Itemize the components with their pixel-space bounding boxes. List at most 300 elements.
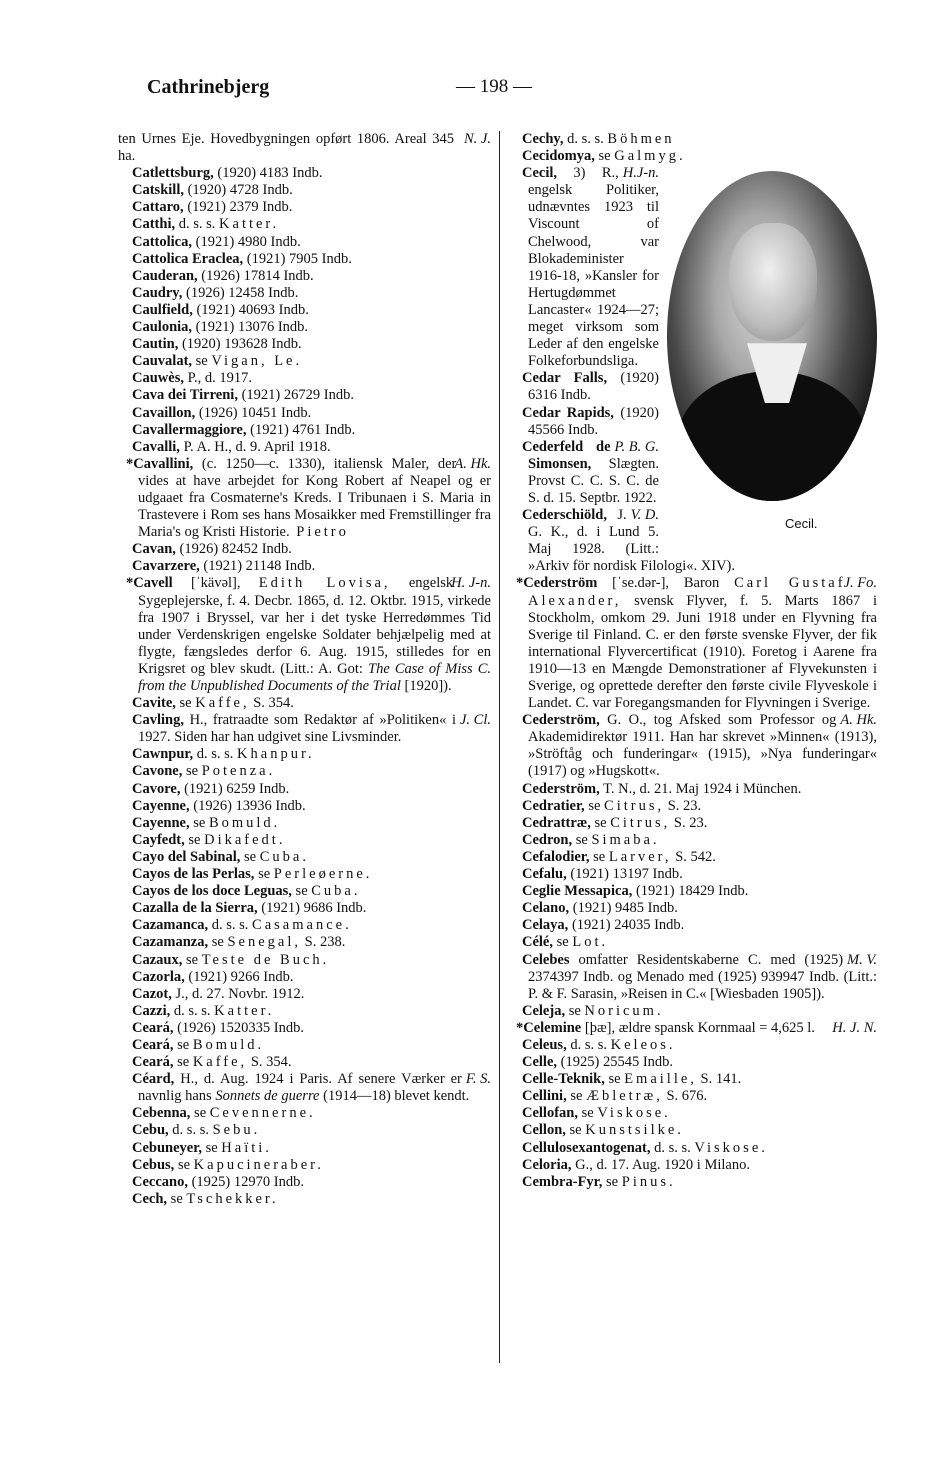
dictionary-entry — [118, 319, 491, 336]
entry-text: engelsk Sygeplejerske, f. 4. Decbr. 1865, d. 12. Oktbr. 1915, virkede fra 1907 i Bryssel, var her i det tyske Herredømmes Tid under Verdenskrigen engelske Soldater behjælpelig med at flygte, fængsledes derfor 6. Aug. 1915, stilledes for en Krigsret og blev skudt. (Litt.: A. Got: — [138, 575, 491, 677]
author-signature: H.J-n. — [622, 165, 659, 182]
entry-text: d. s. s. — [168, 1122, 213, 1139]
author-signature: P. B. G. — [614, 438, 659, 455]
spaced-name: Carl Gustaf Alexander, — [528, 575, 846, 609]
entry-text: (1921) 40693 Indb. — [192, 301, 309, 318]
entry-text: G., d. 17. Aug. 1920 i Milano. — [571, 1156, 750, 1173]
spaced-name: Kunstsilke. — [585, 1122, 684, 1139]
dictionary-entry — [118, 575, 491, 695]
dictionary-entry — [118, 456, 491, 541]
dictionary-entry — [118, 216, 491, 233]
entry-text: (1921) 26729 Indb. — [237, 387, 354, 404]
entry-headword: *Cavell — [126, 575, 173, 592]
entry-headword: Ceglie Messapica, — [522, 883, 633, 900]
entry-text: S. 542. — [671, 848, 716, 865]
dictionary-entry — [508, 131, 877, 148]
entry-text: se — [174, 1156, 194, 1173]
dictionary-entry — [118, 1157, 491, 1174]
dictionary-entry — [118, 370, 491, 387]
dictionary-entry — [118, 1105, 491, 1122]
spaced-name: Kaffe, — [195, 695, 250, 712]
entry-headword: Cecidomya, — [522, 148, 595, 165]
dictionary-entry — [508, 1105, 877, 1122]
entry-headword: Cattaro, — [132, 199, 184, 216]
dictionary-entry — [118, 986, 491, 1003]
author-signature: N. J. — [464, 131, 491, 147]
entry-headword: Célé, — [522, 934, 553, 951]
dictionary-entry — [508, 1071, 877, 1088]
italic-title: The Case of Miss C. from the Unpublished Documents of the Trial — [138, 660, 492, 694]
author-signature: H. J-n. — [451, 575, 491, 592]
entry-headword: Cebuneyer, — [132, 1139, 202, 1156]
dictionary-entry — [118, 405, 491, 422]
dictionary-entry — [118, 1020, 491, 1037]
entry-headword: Cavling, — [132, 712, 184, 729]
entry-text: se — [553, 934, 573, 951]
entry-headword: Cazorla, — [132, 968, 185, 985]
entry-text: (1926) 1520335 Indb. — [173, 1019, 304, 1036]
spaced-name: Katter. — [214, 1002, 275, 1019]
entry-text: se — [201, 1139, 222, 1156]
spaced-name: Haïti. — [221, 1139, 272, 1156]
spaced-name: Bomuld. — [192, 1036, 265, 1053]
entry-headword: Cauwès, — [132, 370, 184, 387]
entry-text: se — [604, 1071, 625, 1088]
entry-text: d. s. s. — [563, 131, 608, 147]
spaced-name: Æbletræ, — [586, 1088, 663, 1105]
entry-headword: Cederfeld de Simonsen, — [522, 438, 611, 472]
entry-text: (1921) 9266 Indb. — [184, 968, 294, 985]
entry-text: d. s. s. — [566, 1036, 611, 1053]
dictionary-entry — [508, 1020, 877, 1037]
entry-text: (1925) 25545 Indb. — [557, 1054, 674, 1071]
author-signature: A. Hk. — [840, 712, 877, 729]
spaced-name: Cuba. — [259, 848, 309, 865]
dictionary-entry — [118, 815, 491, 832]
dictionary-entry — [118, 439, 491, 456]
entry-headword: Celano, — [522, 900, 570, 917]
entry-text: P. A. H., d. 9. April 1918. — [179, 438, 331, 455]
dictionary-entry — [118, 1191, 491, 1208]
entry-text: d. s. s. — [208, 917, 253, 934]
spaced-name: Citrus, — [610, 814, 671, 831]
entry-text: [1920]). — [400, 678, 452, 694]
entry-headword: Cebus, — [132, 1156, 175, 1173]
dictionary-entry — [118, 1054, 491, 1071]
entry-text: se — [173, 1036, 193, 1053]
dictionary-entry — [118, 832, 491, 849]
dictionary-entry — [118, 387, 491, 404]
dictionary-entry — [118, 234, 491, 251]
entry-text: P., d. 1917. — [183, 370, 253, 387]
dictionary-entry — [118, 695, 491, 712]
entry-headword: Cedrattræ, — [522, 814, 591, 831]
dictionary-entry — [508, 148, 877, 165]
dictionary-entry — [508, 815, 877, 832]
entry-headword: Catthi, — [132, 216, 176, 233]
portrait-photo — [667, 171, 877, 501]
entry-text: 3) R., engelsk Politiker, udnævntes 1923 til Viscount of Chelwood, var Blokademinister 1916-18, »Kansler for Hertugdømmet Lancaster« 1924—27; meget virksom som Leder af den engelske Folkeforbundsliga. — [528, 165, 659, 370]
entry-headword: Cazamanza, — [132, 934, 209, 951]
entry-headword: Cavone, — [132, 763, 183, 780]
entry-headword: Cedar Falls, — [522, 370, 608, 387]
entry-headword: *Celemine — [516, 1019, 582, 1036]
italic-title: Sonnets de guerre — [215, 1088, 320, 1105]
dictionary-entry — [118, 302, 491, 319]
dictionary-entry — [118, 798, 491, 815]
entry-headword: Cechy, — [522, 131, 564, 147]
entry-headword: Cederström, — [522, 712, 600, 729]
running-head: Cathrinebjerg — [147, 76, 270, 98]
entry-text: ten Urnes Eje. Hovedbygningen opført 1806. Areal 345 ha. — [118, 131, 455, 165]
dictionary-entry — [118, 353, 491, 370]
entry-headword: Cazalla de la Sierra, — [132, 900, 258, 917]
entry-headword: Cayenne, — [132, 814, 190, 831]
entry-headword: Celeus, — [522, 1036, 567, 1053]
dictionary-entry — [118, 1037, 491, 1054]
entry-headword: Cautin, — [132, 336, 179, 353]
entry-text: Slægten. Provst C. C. S. C. de S. d. 15. Septbr. 1922. — [528, 455, 659, 506]
dictionary-entry — [508, 900, 877, 917]
entry-text: J. G. K., d. i Lund 5. Maj 1928. (Litt.: »Arkiv för nordisk Filologi«. XIV). — [528, 507, 736, 575]
entry-headword: Catlettsburg, — [132, 165, 214, 182]
entry-headword: Cauvalat, — [132, 353, 193, 370]
entry-text: se — [184, 831, 205, 848]
entry-headword: Cedar Rapids, — [522, 404, 614, 421]
spaced-name: Keleos. — [610, 1036, 676, 1053]
entry-text: (1921) 9686 Indb. — [257, 900, 367, 917]
entry-headword: *Cavallini, — [126, 455, 194, 472]
dictionary-entry — [508, 832, 877, 849]
spaced-name: Cuba. — [311, 883, 361, 900]
entry-text: se — [584, 797, 605, 814]
entry-text: se — [291, 883, 312, 900]
entry-headword: Celaya, — [522, 917, 569, 934]
entry-headword: Caulonia, — [132, 319, 193, 336]
dictionary-entry — [118, 1140, 491, 1157]
entry-text: S. 676. — [662, 1088, 708, 1105]
entry-headword: Caudry, — [132, 284, 183, 301]
dictionary-entry — [118, 285, 491, 302]
entry-headword: Cembra-Fyr, — [522, 1173, 603, 1190]
entry-headword: Cecil, — [522, 165, 558, 182]
photo-caption: Cecil. — [785, 516, 818, 532]
spaced-name: Lot. — [572, 934, 609, 951]
dictionary-entry — [508, 712, 877, 780]
entry-text: (1926) 10451 Indb. — [195, 404, 312, 421]
entry-text: (1921) 18429 Indb. — [632, 883, 749, 900]
entry-text: se — [594, 148, 615, 165]
spaced-name: Sebu. — [212, 1122, 261, 1139]
dictionary-entry — [508, 1140, 877, 1157]
entry-headword: Cederström, — [522, 780, 600, 797]
entry-text: se — [240, 848, 260, 865]
dictionary-entry — [508, 1003, 877, 1020]
spaced-name: Kaffe, — [192, 1054, 248, 1071]
spaced-name: Edith Lovisa, — [258, 575, 391, 592]
left-column — [118, 131, 491, 1208]
dictionary-entry — [118, 952, 491, 969]
entry-headword: Cefalu, — [522, 866, 567, 883]
dictionary-entry — [508, 798, 877, 815]
dictionary-entry — [118, 199, 491, 216]
spaced-name: Larver, — [608, 848, 672, 865]
dictionary-entry — [118, 969, 491, 986]
spaced-name: Vigan, Le. — [211, 353, 303, 370]
spaced-name: Pinus. — [621, 1173, 676, 1190]
entry-headword: Celle-Teknik, — [522, 1071, 605, 1088]
entry-text: se — [254, 866, 274, 883]
entry-headword: Celoria, — [522, 1156, 572, 1173]
spaced-name: Viskose. — [597, 1105, 671, 1122]
entry-text: S. 23. — [670, 814, 708, 831]
spaced-name: Cevennerne. — [209, 1105, 316, 1122]
spaced-name: Emaille, — [624, 1071, 697, 1088]
entry-text: (1921) 24035 Indb. — [568, 917, 685, 934]
entry-headword: Cedron, — [522, 831, 573, 848]
spaced-name: Casamance. — [252, 917, 352, 934]
spaced-name: Potenza. — [201, 763, 276, 780]
entry-headword: Cavite, — [132, 695, 176, 712]
entry-text: (1914—18) blevet kendt. — [319, 1088, 470, 1105]
entry-headword: Cellulosexantogenat, — [522, 1139, 651, 1156]
spaced-name: Citrus, — [604, 797, 665, 814]
dictionary-entry — [508, 575, 877, 712]
entry-headword: Cawnpur, — [132, 746, 194, 763]
dictionary-entry — [118, 541, 491, 558]
spaced-name: Teste de Buch. — [201, 951, 330, 968]
entry-text: (1921) 4761 Indb. — [246, 421, 356, 438]
entry-text: (1920) 45566 Indb. — [528, 404, 659, 438]
entry-text: (1920) 6316 Indb. — [528, 370, 659, 404]
dictionary-entry — [118, 763, 491, 780]
dictionary-entry — [118, 900, 491, 917]
entry-text: (1921) 6259 Indb. — [180, 780, 290, 797]
entry-text: (1926) 17814 Indb. — [197, 267, 314, 284]
entry-headword: Cederschiöld, — [522, 507, 607, 524]
dictionary-entry — [118, 251, 491, 268]
dictionary-entry — [118, 182, 491, 199]
entry-headword: Cavalli, — [132, 438, 180, 455]
entry-text: S. 354. — [247, 1054, 292, 1071]
entry-text: d. s. s. — [193, 746, 238, 763]
entry-text: se — [602, 1173, 622, 1190]
entry-text: se — [566, 1088, 587, 1105]
entry-headword: Cavaillon, — [132, 404, 196, 421]
entry-headword: Cazot, — [132, 985, 172, 1002]
entry-text: (1925) 12970 Indb. — [187, 1173, 304, 1190]
entry-headword: Cech, — [132, 1190, 168, 1207]
dictionary-entry — [118, 165, 491, 182]
spaced-name: Kapucineraber. — [193, 1156, 324, 1173]
entry-text: (1921) 13197 Indb. — [566, 866, 683, 883]
entry-text: se — [208, 934, 228, 951]
entry-headword: Cava dei Tirreni, — [132, 387, 238, 404]
entry-headword: Cayo del Sabinal, — [132, 848, 241, 865]
entry-text: (1920) 4183 Indb. — [213, 165, 323, 182]
entry-text: se — [565, 1002, 585, 1019]
dictionary-entry — [508, 1054, 877, 1071]
spaced-name: Perleøerne. — [273, 866, 373, 883]
dictionary-entry — [118, 268, 491, 285]
entry-headword: Cattolica, — [132, 233, 192, 250]
spaced-name: Dikafedt. — [204, 831, 286, 848]
spaced-name: Tschekker. — [186, 1190, 279, 1207]
entry-headword: Ceará, — [132, 1019, 174, 1036]
spaced-name: Katter. — [219, 216, 280, 233]
entry-headword: Cellofan, — [522, 1105, 578, 1122]
entry-text: T. N., d. 21. Maj 1924 i München. — [599, 780, 802, 797]
entry-text: d. s. s. — [175, 216, 220, 233]
entry-headword: Cellini, — [522, 1088, 567, 1105]
entry-headword: Cattolica Eraclea, — [132, 250, 244, 267]
entry-text: se — [577, 1105, 598, 1122]
author-signature: F. S. — [465, 1071, 491, 1088]
entry-headword: Cavallermaggiore, — [132, 421, 247, 438]
entry-headword: *Cederström — [516, 575, 598, 592]
entry-text: (1920) 4728 Indb. — [183, 182, 293, 199]
author-signature: V. D. — [630, 507, 659, 524]
entry-headword: Ceccano, — [132, 1173, 188, 1190]
entry-text: se — [167, 1190, 187, 1207]
entry-text: S. 141. — [696, 1071, 742, 1088]
dictionary-entry — [508, 781, 877, 798]
entry-text: (c. 1250—c. 1330), italiensk Maler, der vides at have arbejdet for Kong Robert af Neapel og er udgaaet fra Cosmaterne's Kreds. I Tribunaen i S. Maria in Trastevere i Rom ses hans Mosaikker med Fremstillinger fra Maria's og Kristi Historie. — [138, 455, 491, 541]
entry-text: (1926) 13936 Indb. — [189, 797, 306, 814]
entry-text: S. 23. — [664, 797, 702, 814]
spaced-name: Khanpur. — [237, 746, 315, 763]
dictionary-entry — [118, 883, 491, 900]
dictionary-entry — [118, 1071, 491, 1105]
dictionary-entry — [118, 917, 491, 934]
entry-headword: Cedratier, — [522, 797, 585, 814]
entry-text: se — [565, 1122, 586, 1139]
entry-headword: Cefalodier, — [522, 848, 590, 865]
entry-headword: Celebes — [522, 951, 570, 968]
entry-headword: Cazamanca, — [132, 917, 209, 934]
page-header — [0, 76, 936, 106]
dictionary-entry — [508, 849, 877, 866]
entry-headword: Cayos de los doce Leguas, — [132, 883, 292, 900]
entry-text: (1921) 21148 Indb. — [199, 558, 316, 575]
page-number: — 198 — — [456, 76, 532, 97]
spaced-name: Senegal, — [227, 934, 301, 951]
spaced-name: Bomuld. — [208, 814, 281, 831]
dictionary-entry — [508, 883, 877, 900]
column-divider — [499, 131, 500, 1363]
entry-headword: Cavarzere, — [132, 558, 200, 575]
dictionary-entry — [118, 712, 491, 746]
spaced-name: Pietro — [289, 524, 349, 541]
entry-text: omfatter Residentskaberne C. med (1925) 2374397 Indb. og Menado med (1925) 939947 Indb. (Litt.: P. & F. Sarasin, »Reisen in C.« [Wiesbaden 1905]). — [528, 951, 877, 1002]
entry-text: se — [182, 763, 202, 780]
continuation-text — [118, 131, 491, 165]
entry-headword: Ceará, — [132, 1054, 174, 1071]
entry-text: S. 354. — [249, 695, 294, 712]
dictionary-entry — [118, 934, 491, 951]
entry-text: (1921) 13076 Indb. — [192, 319, 309, 336]
entry-text: d. s. s. — [170, 1002, 215, 1019]
entry-text: (1921) 4980 Indb. — [192, 233, 301, 250]
entry-text: se — [189, 814, 209, 831]
dictionary-entry — [118, 422, 491, 439]
spaced-name: Viskose. — [694, 1139, 768, 1156]
entry-headword: Cellon, — [522, 1122, 566, 1139]
dictionary-entry — [118, 1122, 491, 1139]
entry-headword: Céard, — [132, 1071, 175, 1088]
entry-headword: Ceará, — [132, 1036, 174, 1053]
right-column — [508, 131, 877, 1191]
dictionary-entry — [508, 1174, 877, 1191]
entry-headword: Cazzi, — [132, 1002, 171, 1019]
entry-text: se — [190, 1105, 210, 1122]
entry-text: svensk Flyver, f. 5. Marts 1867 i Stockholm, omkom 29. Juni 1918 under en Flyvning fra Sverige til Finland. C. er den første svenske Flyver, der fik international Flyvercertificat (1910). Foretog i Aarene fra 1910—13 en Mængde Demonstrationer af Flyvekunsten i Sverige, og oprettede derefter den første civile Flyveskole i Landet. C. var Foregangsmanden for Flyvningen i Sverige. — [528, 592, 877, 712]
spaced-name: Noricum. — [584, 1002, 664, 1019]
entry-text: (1921) 7905 Indb. — [243, 250, 352, 267]
dictionary-entry — [118, 746, 491, 763]
entry-text: (1926) 12458 Indb. — [182, 284, 299, 301]
portrait-figure — [665, 171, 885, 541]
author-signature: M. V. — [847, 951, 877, 968]
entry-text: [ˈse.dər-], Baron — [597, 575, 735, 592]
dictionary-entry — [508, 866, 877, 883]
dictionary-entry — [118, 1174, 491, 1191]
entry-text: S. 238. — [301, 934, 346, 951]
spaced-name: Simaba. — [591, 831, 660, 848]
entry-text: H., fratraadte som Redaktør af »Politiken« i 1927. Siden har han udgivet sine Livsminder. — [138, 712, 456, 746]
entry-headword: Cayfedt, — [132, 831, 185, 848]
spaced-name: Galmyg. — [614, 148, 686, 165]
dictionary-entry — [508, 952, 877, 1003]
entry-text: (1926) 82452 Indb. — [175, 541, 292, 558]
entry-headword: Cavan, — [132, 541, 176, 558]
dictionary-entry — [508, 1037, 877, 1054]
entry-text: (1921) 9485 Indb. — [569, 900, 678, 917]
entry-headword: Cazaux, — [132, 951, 183, 968]
dictionary-entry — [508, 934, 877, 951]
dictionary-entry — [118, 336, 491, 353]
entry-text: se — [572, 831, 592, 848]
entry-text: se — [590, 814, 611, 831]
entry-headword: Cavore, — [132, 780, 181, 797]
entry-text: se — [192, 353, 212, 370]
entry-headword: Caulfield, — [132, 301, 193, 318]
entry-headword: Celle, — [522, 1054, 558, 1071]
dictionary-entry — [118, 558, 491, 575]
dictionary-entry — [508, 1088, 877, 1105]
dictionary-entry — [118, 866, 491, 883]
dictionary-entry — [118, 1003, 491, 1020]
entry-text: G. O., tog Afsked som Professor og Akademidirektør 1911. Han har skrevet »Minnen« (1913), »Ströftåg och funderingar« (1915), »Nya funderingar« (1917) og »Hugskott«. — [528, 712, 877, 780]
dictionary-entry — [508, 1157, 877, 1174]
entry-headword: Cayos de las Perlas, — [132, 866, 255, 883]
dictionary-entry — [118, 849, 491, 866]
entry-headword: Cebu, — [132, 1122, 169, 1139]
entry-text: [þæ], ældre spansk Kornmaal = 4,625 l. — [581, 1019, 815, 1036]
entry-headword: Cayenne, — [132, 797, 190, 814]
entry-text: se — [182, 951, 202, 968]
entry-headword: Catskill, — [132, 182, 184, 199]
entry-headword: Celeja, — [522, 1002, 566, 1019]
dictionary-entry — [508, 1122, 877, 1139]
entry-text: se — [589, 848, 609, 865]
author-signature: J. Fo. — [843, 575, 877, 592]
entry-text: H., d. Aug. 1924 i Paris. Af senere Værker er navnlig hans — [138, 1071, 462, 1105]
entry-headword: Cauderan, — [132, 267, 198, 284]
entry-headword: Cebenna, — [132, 1105, 191, 1122]
entry-text: J., d. 27. Novbr. 1912. — [171, 985, 305, 1002]
spaced-name: Böhmen — [607, 131, 675, 147]
